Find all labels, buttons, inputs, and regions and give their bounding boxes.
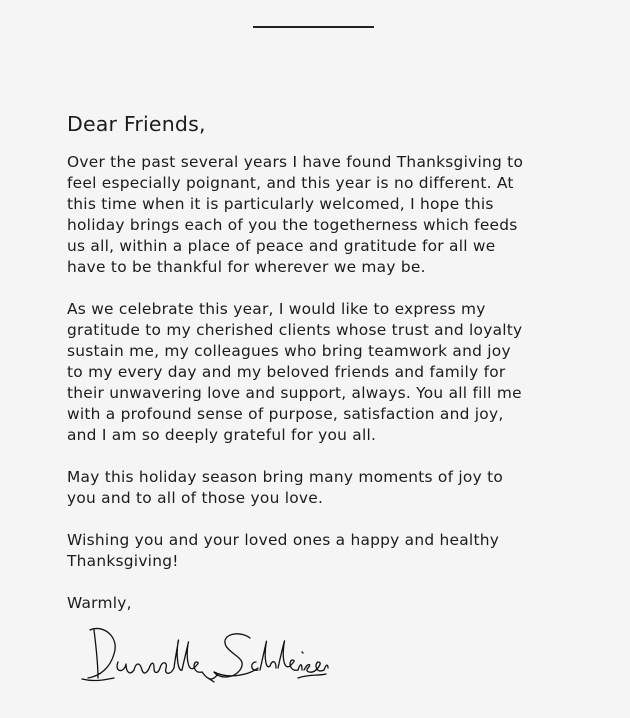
paragraph-line: holiday brings each of you the togetherness which feeds	[67, 216, 518, 234]
paragraph-line: their unwavering love and support, always. You all fill me	[67, 384, 522, 402]
paragraph-line: Over the past several years I have found Thanksgiving to	[67, 153, 524, 171]
salutation: Dear Friends,	[67, 112, 206, 136]
top-divider-line	[253, 26, 374, 28]
paragraph-line: sustain me, my colleagues who bring teamwork and joy	[67, 342, 511, 360]
paragraph-line: us all, within a place of peace and gratitude for all we	[67, 237, 496, 255]
paragraph-1	[67, 152, 567, 278]
paragraph-line: Thanksgiving!	[67, 552, 179, 570]
paragraph-3	[67, 467, 567, 509]
paragraph-line: gratitude to my cherished clients whose trust and loyalty	[67, 321, 523, 339]
handwritten-signature	[80, 622, 330, 690]
paragraph-line: Wishing you and your loved ones a happy and healthy	[67, 531, 500, 549]
paragraph-4	[67, 530, 567, 572]
paragraph-2	[67, 299, 567, 446]
paragraph-line: feel especially poignant, and this year is no different. At	[67, 174, 514, 192]
paragraph-line: and I am so deeply grateful for you all.	[67, 426, 377, 444]
paragraph-line: May this holiday season bring many moments of joy to	[67, 468, 504, 486]
paragraph-line: with a profound sense of purpose, satisfaction and joy,	[67, 405, 504, 423]
paragraph-line: you and to all of those you love.	[67, 489, 324, 507]
paragraph-line: As we celebrate this year, I would like to express my	[67, 300, 486, 318]
paragraph-line: have to be thankful for wherever we may be.	[67, 258, 426, 276]
paragraph-line: to my every day and my beloved friends and family for	[67, 363, 506, 381]
letter-body	[67, 110, 567, 614]
paragraph-line: this time when it is particularly welcomed, I hope this	[67, 195, 494, 213]
closing: Warmly,	[67, 594, 132, 612]
